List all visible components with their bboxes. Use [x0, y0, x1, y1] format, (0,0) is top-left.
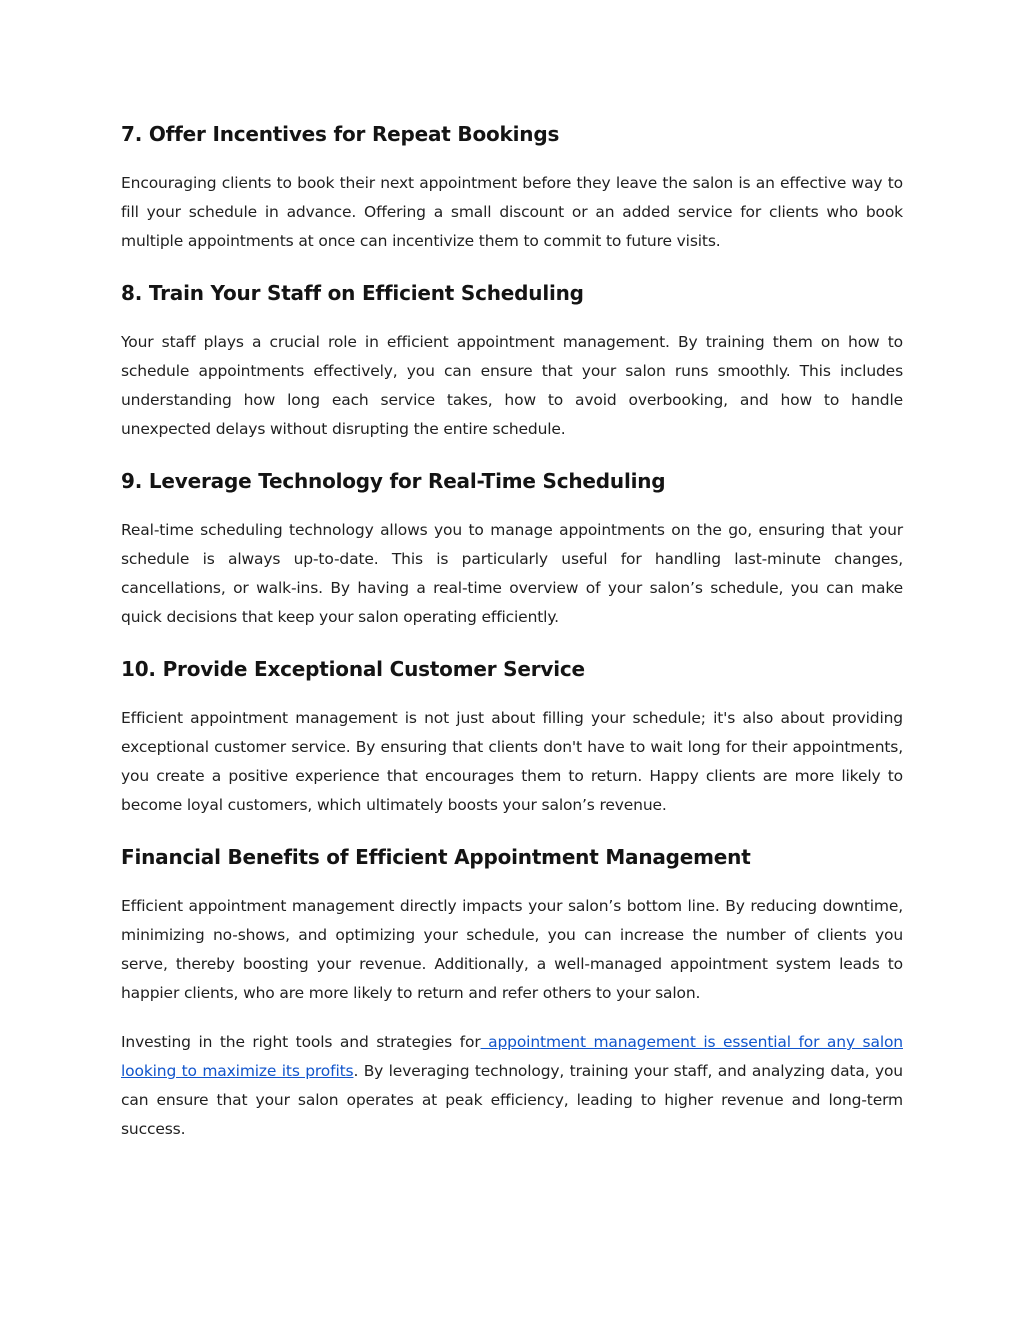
- closing-text-before-link: Investing in the right tools and strategies for: [121, 1033, 481, 1051]
- financial-benefits-paragraph: Efficient appointment management directly impacts your salon’s bottom line. By reducing downtime, minimizing no-shows, and optimizing your schedule, you can increase the number of clients you serve, thereby boosting your revenue. Additionally, a well-managed appointment system leads to happier clients, who are more likely to return and refer others to your salon.: [121, 897, 903, 1002]
- closing-paragraph: [121, 1028, 903, 1144]
- appointment-management-link[interactable]: appointment management is essential for any salon looking to maximize its profits: [121, 1033, 903, 1080]
- section-heading-8: 8. Train Your Staff on Efficient Scheduling: [121, 281, 584, 305]
- section-heading-10: 10. Provide Exceptional Customer Service: [121, 657, 585, 681]
- closing-text-after-link: . By leveraging technology, training your staff, and analyzing data, you can ensure that your salon operates at peak efficiency, leading to higher revenue and long-term success.: [121, 1062, 903, 1138]
- section-paragraph-10: Efficient appointment management is not just about filling your schedule; it's also about providing exceptional customer service. By ensuring that clients don't have to wait long for their appointments, you create a positive experience that encourages them to return. Happy clients are more likely to become loyal customers, which ultimately boosts your salon’s revenue.: [121, 709, 903, 814]
- section-heading-7: 7. Offer Incentives for Repeat Bookings: [121, 122, 560, 146]
- section-paragraph-7: Encouraging clients to book their next appointment before they leave the salon is an effective way to fill your schedule in advance. Offering a small discount or an added service for clients who book multiple appointments at once can incentivize them to commit to future visits.: [121, 174, 903, 250]
- document-page: [121, 117, 903, 1164]
- financial-benefits-heading: Financial Benefits of Efficient Appointment Management: [121, 845, 751, 869]
- section-paragraph-9: Real-time scheduling technology allows you to manage appointments on the go, ensuring that your schedule is always up-to-date. This is particularly useful for handling last-minute changes, cancellations, or walk-ins. By having a real-time overview of your salon’s schedule, you can make quick decisions that keep your salon operating efficiently.: [121, 521, 903, 626]
- section-heading-9: 9. Leverage Technology for Real-Time Scheduling: [121, 469, 666, 493]
- section-paragraph-8: Your staff plays a crucial role in efficient appointment management. By training them on how to schedule appointments effectively, you can ensure that your salon runs smoothly. This includes understanding how long each service takes, how to avoid overbooking, and how to handle unexpected delays without disrupting the entire schedule.: [121, 333, 903, 438]
